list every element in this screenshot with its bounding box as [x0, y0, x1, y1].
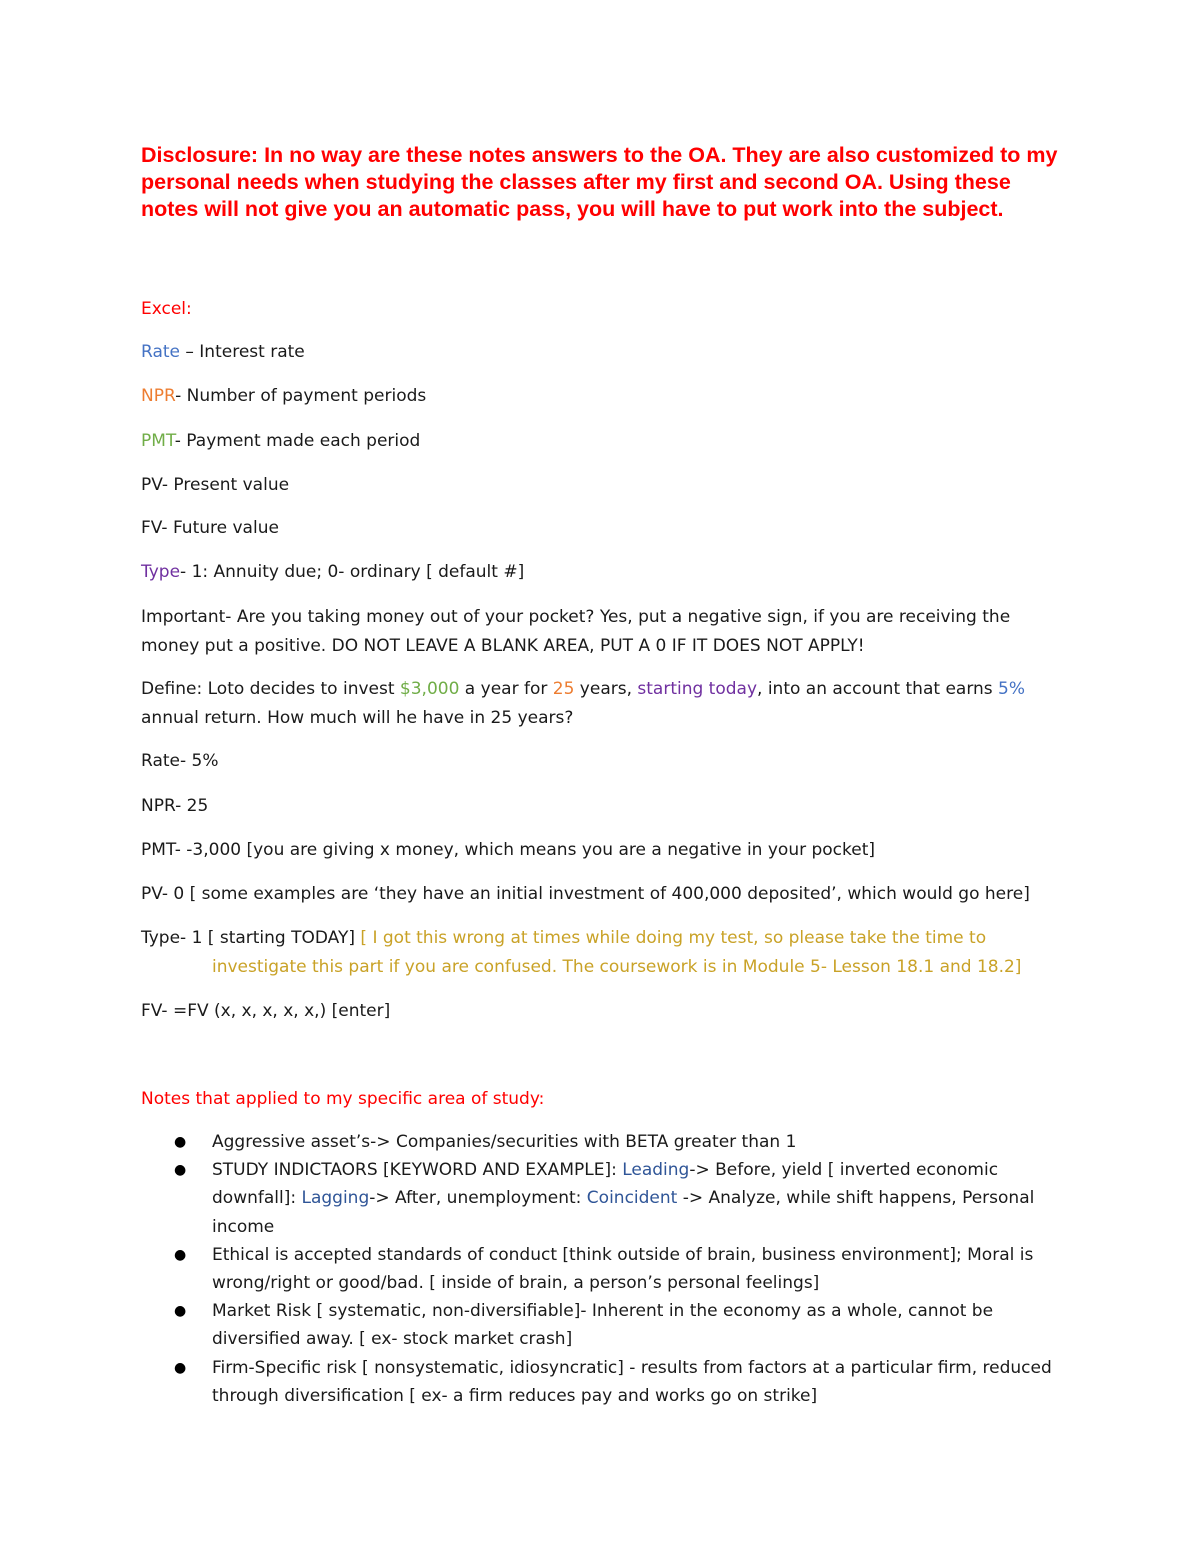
list-item-text: Aggressive asset’s-> Companies/securities with BETA greater than 1: [212, 1132, 797, 1152]
define-text: , into an account that earns: [757, 679, 999, 699]
indicator-leading: Leading: [622, 1160, 690, 1181]
list-item-text: -> Before, yield [ inverted economic downfall]:: [212, 1160, 999, 1209]
notes-heading: Notes that applied to my specific area of study:: [141, 1089, 545, 1109]
define-amount: $3,000: [399, 679, 460, 699]
define-line-2: annual return. How much will he have in 25 years?: [141, 708, 574, 728]
excel-heading: Excel:: [141, 299, 192, 319]
npr-line: NPR- 25: [141, 796, 209, 816]
indicator-lagging: Lagging: [301, 1188, 370, 1209]
list-item-text: -> After, unemployment:: [369, 1188, 587, 1209]
pmt-line: PMT- -3,000 [you are giving x money, which means you are a negative in your pocket]: [141, 840, 876, 860]
list-item: [141, 1241, 1071, 1297]
pv-line: PV- 0 [ some examples are ‘they have an initial investment of 400,000 deposited’, which would go here]: [141, 884, 1030, 904]
def-text: - Present value: [161, 475, 290, 495]
def-npr: [141, 382, 426, 411]
def-term: FV: [141, 518, 162, 538]
def-term: Type: [141, 562, 181, 582]
important-note: Important- Are you taking money out of your pocket? Yes, put a negative sign, if you are receiving the money put a positive. DO NOT LEAVE A BLANK AREA, PUT A 0 IF IT DOES NOT APPLY!: [141, 607, 1011, 656]
rate-line: Rate- 5%: [141, 751, 219, 771]
define-start: starting today: [637, 679, 758, 699]
define-rate: 5%: [998, 679, 1026, 699]
def-pv: [141, 471, 289, 500]
disclosure-text: Disclosure: In no way are these notes answers to the OA. They are also customized to my personal needs when studying the classes after my first and second OA. Using these notes will not give you an automatic pass, you will have to put work into the subject.: [141, 143, 1058, 221]
list-item: [141, 1156, 1071, 1241]
fv-line: FV- =FV (x, x, x, x, x,) [enter]: [141, 1001, 391, 1021]
bullet-icon: ●: [174, 1359, 187, 1376]
define-years: 25: [552, 679, 575, 699]
list-item: [141, 1128, 1071, 1156]
def-pmt: [141, 427, 420, 456]
list-item-text: STUDY INDICTAORS [KEYWORD AND EXAMPLE]:: [212, 1160, 623, 1181]
bullet-icon: ●: [174, 1303, 187, 1320]
def-term: PMT: [141, 431, 175, 451]
define-text: a year for: [459, 679, 553, 699]
def-text: - 1: Annuity due; 0- ordinary [ default #]: [180, 562, 525, 582]
type-line: [141, 924, 986, 953]
def-text: - Payment made each period: [174, 431, 421, 451]
def-text: - Future value: [161, 518, 279, 538]
define-text: Define: Loto decides to invest: [141, 679, 400, 699]
list-item-text: Market Risk [ systematic, non-diversifiable]- Inherent in the economy as a whole, cannot be diversified away. [ ex- stock market crash]: [212, 1301, 994, 1350]
def-term: Rate: [141, 342, 180, 362]
bullet-icon: ●: [174, 1134, 187, 1150]
list-item-text: Ethical is accepted standards of conduct [think outside of brain, business environment]; Moral is wrong/right or good/bad. [ inside of brain, a person’s personal feelings]: [212, 1244, 1034, 1294]
def-text: – Interest rate: [179, 342, 305, 362]
bullet-icon: ●: [174, 1246, 187, 1263]
define-text: years,: [574, 679, 638, 699]
notes-list: [141, 1128, 1071, 1410]
type-text: Type- 1 [ starting TODAY]: [141, 928, 361, 948]
def-term: NPR: [141, 386, 176, 406]
list-item: [141, 1354, 1071, 1410]
list-item-text: Firm-Specific risk [ nonsystematic, idiosyncratic] - results from factors at a particular firm, reduced through diversification [ ex- a firm reduces pay and works go on strike]: [212, 1357, 1052, 1406]
type-note: [ I got this wrong at times while doing my test, so please take the time to: [360, 928, 987, 948]
def-text: - Number of payment periods: [175, 386, 427, 406]
list-item-text: -> Analyze, while shift happens, Personal income: [212, 1188, 1035, 1237]
def-type: [141, 558, 524, 587]
type-note-continued: investigate this part if you are confused. The coursework is in Module 5- Lesson 18.1 and 18.2]: [212, 957, 1022, 977]
indicator-coincident: Coincident: [586, 1188, 678, 1209]
def-term: PV: [141, 475, 162, 495]
def-fv: [141, 514, 279, 543]
bullet-icon: ●: [174, 1162, 187, 1179]
def-rate: [141, 338, 305, 367]
define-line-1: [141, 675, 1025, 704]
list-item: [141, 1297, 1071, 1353]
